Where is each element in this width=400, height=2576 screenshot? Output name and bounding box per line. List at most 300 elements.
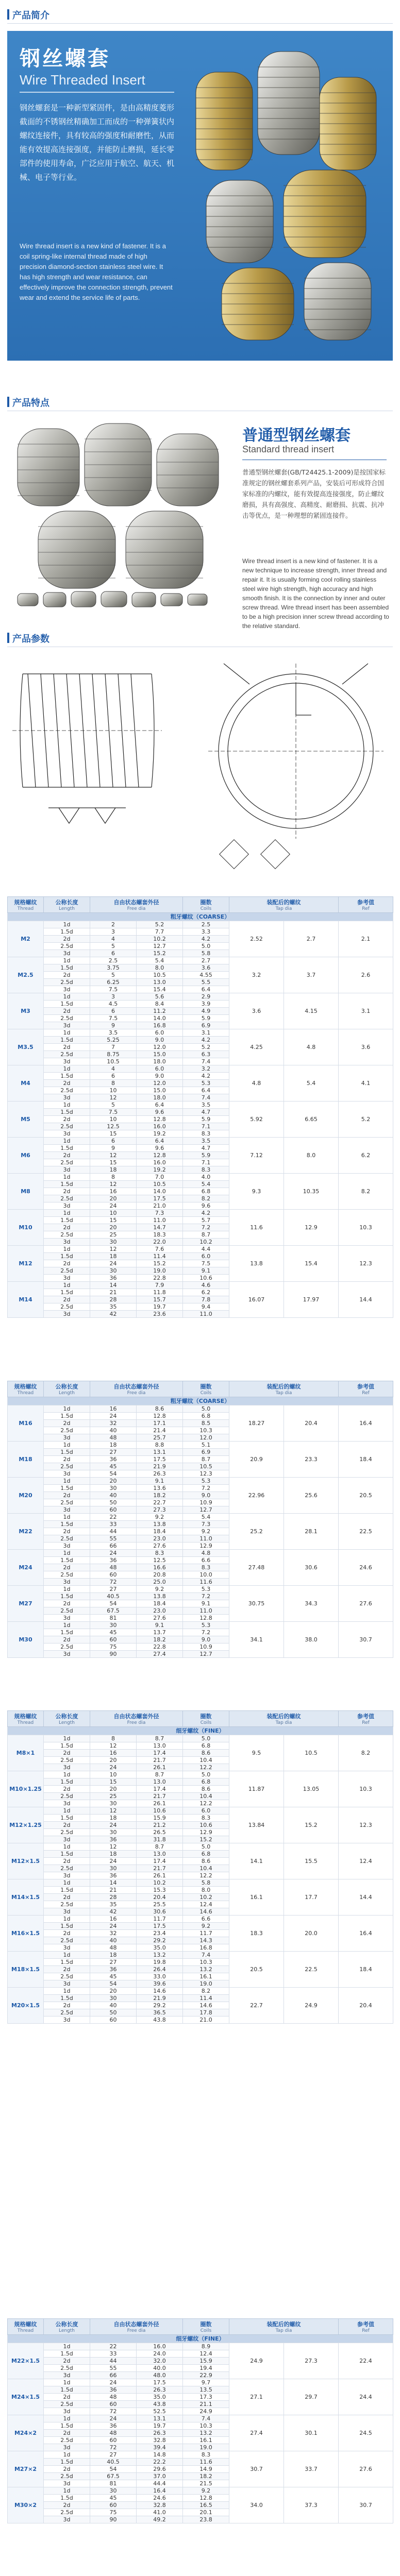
table-cell: 9.2 xyxy=(183,2487,229,2495)
table-cell-dim: 24.5 xyxy=(339,2415,393,2451)
table-cell: 10.5 xyxy=(137,1181,183,1188)
table-cell: 30 xyxy=(90,1485,137,1492)
table-cell: 6.0 xyxy=(137,1065,183,1073)
table-cell: 2d xyxy=(44,1260,90,1267)
table-cell: 18.2 xyxy=(183,2473,229,2480)
table-row xyxy=(8,1514,393,1521)
table-cell: 18 xyxy=(90,1851,137,1858)
table-cell: 21.0 xyxy=(137,1202,183,1210)
table-cell: 2.5d xyxy=(44,1571,90,1579)
table-cell: 14.0 xyxy=(137,1015,183,1022)
table-cell: 48 xyxy=(90,1944,137,1952)
table-cell-dim: 2.6 xyxy=(339,957,393,993)
table-row xyxy=(8,1879,393,1887)
table-cell: 1d xyxy=(44,1735,90,1742)
table-cell: 24 xyxy=(90,2415,137,2422)
table-row xyxy=(8,2415,393,2422)
table-cell-dim: 12.9 xyxy=(284,1210,339,1246)
side-view xyxy=(12,674,162,823)
table-cell: 28 xyxy=(90,1894,137,1901)
table-cell: 32.8 xyxy=(137,2437,183,2444)
table-cell: 7.6 xyxy=(137,1246,183,1253)
table-cell: 2.5d xyxy=(44,2401,90,2408)
table-cell: 9.1 xyxy=(183,1267,229,1275)
table-cell: 1.5d xyxy=(44,1851,90,1858)
table-cell-dim: 8.0 xyxy=(284,1138,339,1174)
table-cell: 1d xyxy=(44,1282,90,1289)
table-row xyxy=(8,1952,393,1959)
table-cell-dim: 20.5 xyxy=(229,1952,284,1988)
table-cell: 1.5d xyxy=(44,1959,90,1966)
table-cell-dim: 34.3 xyxy=(284,1586,339,1622)
table-row xyxy=(8,993,393,1001)
table-cell-dim: 10.3 xyxy=(339,1210,393,1246)
table-cell: 6.4 xyxy=(137,1101,183,1109)
table-cell: 2.7 xyxy=(183,957,229,964)
table-cell: 21.9 xyxy=(137,1463,183,1470)
table-cell: 3.2 xyxy=(183,1065,229,1073)
table-cell: 6.4 xyxy=(137,1138,183,1145)
table-cell: 6.9 xyxy=(183,1022,229,1029)
table-cell: 40 xyxy=(90,1427,137,1434)
table-cell: 15 xyxy=(90,1778,137,1786)
table-cell-dim: 30.7 xyxy=(339,1622,393,1658)
table-cell: 8.8 xyxy=(137,1442,183,1449)
table-cell: 7.5 xyxy=(90,986,137,993)
table-cell: 2.5d xyxy=(44,1123,90,1130)
table-cell-dim: 2.52 xyxy=(229,921,284,957)
table-cell: 2d xyxy=(44,1564,90,1571)
table-band-row xyxy=(8,913,393,921)
table-cell: 2d xyxy=(44,1636,90,1643)
table-cell: 1.5d xyxy=(44,1145,90,1152)
table-cell: 54 xyxy=(90,1470,137,1478)
section-features-header xyxy=(0,393,400,411)
table-cell: 17.5 xyxy=(137,1923,183,1930)
table-cell-dim: 20.9 xyxy=(229,1442,284,1478)
table-cell: 12.5 xyxy=(137,1557,183,1564)
table-cell: 3.75 xyxy=(90,964,137,972)
table-cell: 20 xyxy=(90,1478,137,1485)
table-cell: 24 xyxy=(90,1413,137,1420)
table-cell: 26.3 xyxy=(137,2430,183,2437)
table-cell: 1d xyxy=(44,2379,90,2386)
table-cell: 3d xyxy=(44,1908,90,1916)
table-cell: 33 xyxy=(90,1521,137,1528)
table-row xyxy=(8,1478,393,1485)
table-cell: 72 xyxy=(90,1579,137,1586)
table-cell: 1d xyxy=(44,1771,90,1778)
table-cell: 3.5 xyxy=(183,1101,229,1109)
table-cell: 24 xyxy=(90,1550,137,1557)
table-cell: 2.9 xyxy=(183,993,229,1001)
table-cell: 12.8 xyxy=(183,1615,229,1622)
table-cell-dim: 16.4 xyxy=(339,1916,393,1952)
table-cell: 18 xyxy=(90,1253,137,1260)
table-cell: 24 xyxy=(90,2379,137,2386)
table-cell: 35 xyxy=(90,1901,137,1908)
table-cell: 49.2 xyxy=(137,2516,183,2523)
table-cell: 1.5d xyxy=(44,1109,90,1116)
table-cell: 10.5 xyxy=(137,972,183,979)
table-cell: 2.5d xyxy=(44,1865,90,1872)
table-cell: 8.75 xyxy=(90,1051,137,1058)
table-cell: 12.8 xyxy=(137,1116,183,1123)
table-cell: 25 xyxy=(90,1231,137,1239)
table-band-row xyxy=(8,1397,393,1405)
table-cell: 19.0 xyxy=(137,1267,183,1275)
table-cell: 4.6 xyxy=(183,1282,229,1289)
table-cell-dim: 14.1 xyxy=(229,1843,284,1879)
table-cell-dim: 20.0 xyxy=(284,1916,339,1952)
table-cell: 3d xyxy=(44,1800,90,1807)
table-cell: 30 xyxy=(90,1995,137,2002)
table-cell-dim: 22.5 xyxy=(284,1952,339,1988)
table-cell: 5.3 xyxy=(183,1080,229,1087)
table-cell: 7.7 xyxy=(137,928,183,936)
table-cell-dim: 3.6 xyxy=(339,1029,393,1065)
table-cell: 8.7 xyxy=(137,1843,183,1851)
table-cell: 8.3 xyxy=(183,1564,229,1571)
table-cell: 9.1 xyxy=(137,1478,183,1485)
table-cell: 6 xyxy=(90,1073,137,1080)
table-cell: 8.3 xyxy=(183,1815,229,1822)
table-cell: 5.1 xyxy=(183,1442,229,1449)
table-cell: 19.4 xyxy=(183,2365,229,2372)
table-cell: 2.5d xyxy=(44,1499,90,1506)
table-band-label: 粗牙螺纹（COARSE） xyxy=(8,1397,393,1405)
table-cell-dim: 16.07 xyxy=(229,1282,284,1318)
table-cell: 1.5d xyxy=(44,1181,90,1188)
table-row xyxy=(8,2487,393,2495)
table-cell: 27 xyxy=(90,1959,137,1966)
table-cell: 42 xyxy=(90,1311,137,1318)
table-cell: 10.5 xyxy=(183,1463,229,1470)
table-cell: 2.5d xyxy=(44,2473,90,2480)
table-cell: 2.5d xyxy=(44,1087,90,1094)
table-cell: 8 xyxy=(90,1174,137,1181)
table-cell: 16.4 xyxy=(137,2487,183,2495)
table-cell: 7.2 xyxy=(183,1485,229,1492)
table-cell: 4.2 xyxy=(183,936,229,943)
table-cell: 17.8 xyxy=(183,2009,229,2016)
table-cell: 2.5d xyxy=(44,1195,90,1202)
table-cell: 2d xyxy=(44,2358,90,2365)
table-cell: 18.2 xyxy=(137,1492,183,1499)
table-cell: 1.5d xyxy=(44,1289,90,1296)
table-cell: 16.1 xyxy=(183,1973,229,1980)
table-cell: 26.1 xyxy=(137,1764,183,1771)
table-cell-dim: 17.97 xyxy=(284,1282,339,1318)
table-cell: 2d xyxy=(44,972,90,979)
table-cell-dim: 12.3 xyxy=(339,1246,393,1282)
table-cell: 5.3 xyxy=(183,1622,229,1629)
table-cell: 6.0 xyxy=(137,1029,183,1037)
table-cell: 12.8 xyxy=(137,1413,183,1420)
table-cell: 9 xyxy=(90,1145,137,1152)
table-cell: 22 xyxy=(90,1514,137,1521)
table-cell: 11.8 xyxy=(137,1289,183,1296)
table-cell: 1d xyxy=(44,1138,90,1145)
table-cell: 6.25 xyxy=(90,979,137,986)
table-cell: 6.2 xyxy=(183,1289,229,1296)
table-cell: 3d xyxy=(44,1651,90,1658)
table-cell: 6 xyxy=(90,950,137,957)
table-cell: 3d xyxy=(44,1058,90,1065)
table-cell: 1d xyxy=(44,1622,90,1629)
table-cell-dim: 3.6 xyxy=(229,993,284,1029)
table-cell: 13.8 xyxy=(137,1593,183,1600)
table-row xyxy=(8,1916,393,1923)
table-cell: 15.4 xyxy=(137,986,183,993)
table-cell: 60 xyxy=(90,2401,137,2408)
table-cell: 4.2 xyxy=(183,1037,229,1044)
features-text-en: Wire thread insert is a new kind of fastener. It is a new technique to increase strength, inner thread and repair it. It is usually forming cool rolling stainless steel wire high strength, high accuracy and high smooth finish. It is the connection by inner and outer screw thread. Wire thread insert has been assembled to be a high precision inner screw thread according to the relative standard. xyxy=(242,557,389,630)
table-cell: 2d xyxy=(44,1750,90,1757)
table-cell: 10.9 xyxy=(183,1499,229,1506)
table-cell: 60 xyxy=(90,2437,137,2444)
table-row xyxy=(8,1210,393,1217)
table-cell-dim: 24.9 xyxy=(284,1988,339,2024)
table-cell-dim: 18.4 xyxy=(339,1442,393,1478)
table-cell: 1d xyxy=(44,1442,90,1449)
table-cell: 15 xyxy=(90,1130,137,1138)
table-cell: 55 xyxy=(90,1535,137,1543)
table-cell: 25.7 xyxy=(137,1434,183,1442)
table-row xyxy=(8,2379,393,2386)
table-cell: 15.2 xyxy=(137,1260,183,1267)
table-cell: 2.5d xyxy=(44,1643,90,1651)
table-cell: 24 xyxy=(90,1822,137,1829)
table-cell: 39.4 xyxy=(137,2444,183,2451)
table-cell-spec: M4 xyxy=(8,1065,44,1101)
table-cell: 11.0 xyxy=(183,1535,229,1543)
table-cell: 3d xyxy=(44,1543,90,1550)
table-cell: 81 xyxy=(90,2480,137,2487)
table-cell-spec: M27 xyxy=(8,1586,44,1622)
table-cell: 2d xyxy=(44,2394,90,2401)
table-row xyxy=(8,1586,393,1593)
table-cell: 2d xyxy=(44,1528,90,1535)
table-cell: 5.0 xyxy=(183,1735,229,1742)
table-cell: 30 xyxy=(90,1267,137,1275)
table-cell: 18 xyxy=(90,1166,137,1174)
table-cell: 21.1 xyxy=(183,2401,229,2408)
table-cell: 45 xyxy=(90,1973,137,1980)
table-cell: 6.6 xyxy=(183,1916,229,1923)
table-cell: 2d xyxy=(44,1858,90,1865)
table-cell: 23.0 xyxy=(137,1607,183,1615)
table-cell: 13.2 xyxy=(183,2430,229,2437)
table-cell: 26.5 xyxy=(137,1829,183,1836)
table-cell: 2d xyxy=(44,1492,90,1499)
table-cell: 30 xyxy=(90,2487,137,2495)
table-cell: 12 xyxy=(90,1742,137,1750)
table-cell: 9.6 xyxy=(137,1145,183,1152)
table-cell: 1d xyxy=(44,957,90,964)
table-band-label: 粗牙螺纹（COARSE） xyxy=(8,913,393,921)
spec-table-3: 规格螺纹 Thread 公称长度 Length 自由状态螺套外径 Free dia 圈数 Coils 装配后的螺纹 Tap dia 参考值 Ref 细牙螺纹（FINE） M8×1 1d 8 8.7 5.0 9.5 10.5 8.2 1.5d 12 13.0 6.8 2d 16 17.4 8.6 2.5d 20 21.7 10.4 3d 24 26.1 12.2 M10×1.25 1d 10 8.7 5.0 11.87 13.05 10.3 1.5d 15 13.0 6.8 2d 20 17.4 8.6 2.5d 25 21.7 10.4 3d 30 26.1 12.2 M12×1.25 1d 12 10.6 6.0 13.84 15.2 12.3 1.5d 18 15.9 8.3 2d 24 21.2 10.6 2.5d 30 26.5 12.9 3d 36 31.8 15.2 M12×1.5 1d 12 8.7 5.0 14.1 15.5 12.4 1.5d 18 13.0 6.8 2d 24 17.4 8.6 2.5d 30 21.7 10.4 3d 36 26.1 12.2 M14×1.5 1d 14 10.2 5.8 16.1 17.7 14.4 1.5d 21 15.3 8.0 2d 28 20.4 10.2 2.5d 35 25.5 12.4 3d 42 30.6 14.6 M16×1.5 1d 16 11.7 6.6 18.3 20.0 16.4 1.5d 24 17.5 9.2 2d 32 23.4 11.7 2.5d 40 29.2 14.3 3d 48 35.0 16.8 M18×1.5 1d 18 13.2 7.4 20.5 22.5 18.4 1.5d 27 19.8 10.3 2d 36 26.4 13.2 2.5d 45 33.0 16.1 3d 54 39.6 19.0 M20×1.5 1d 20 14.6 8.2 22.7 24.9 20.4 1.5d 30 21.9 11.4 2d 40 29.2 14.6 2.5d 50 36.5 17.8 3d 60 43.8 21.0 xyxy=(7,1710,393,2024)
table-cell: 11.0 xyxy=(183,1311,229,1318)
table-cell: 20 xyxy=(90,1757,137,1764)
table-cell-spec: M12×1.25 xyxy=(8,1807,44,1843)
table-row xyxy=(8,1101,393,1109)
table-cell-spec: M12×1.5 xyxy=(8,1843,44,1879)
table-cell: 1.5d xyxy=(44,2422,90,2430)
table-cell: 26.3 xyxy=(137,1470,183,1478)
table-cell: 2d xyxy=(44,1930,90,1937)
table-cell: 21.0 xyxy=(183,2016,229,2024)
table-row xyxy=(8,1442,393,1449)
table-cell: 14 xyxy=(90,1282,137,1289)
table-cell: 8.6 xyxy=(137,1405,183,1413)
table-cell: 9.0 xyxy=(183,1636,229,1643)
table-cell: 6.6 xyxy=(183,1557,229,1564)
table-cell: 10 xyxy=(90,1116,137,1123)
table-cell: 4.5 xyxy=(90,1001,137,1008)
table-cell: 54 xyxy=(90,1980,137,1988)
table-cell: 7.2 xyxy=(183,1224,229,1231)
table-cell-spec: M18×1.5 xyxy=(8,1952,44,1988)
table-cell: 16.5 xyxy=(183,2502,229,2509)
table-cell-spec: M12 xyxy=(8,1246,44,1282)
th-coils: 圈数 Coils xyxy=(183,897,229,913)
intro-title-en: Wire Threaded Insert xyxy=(20,72,145,88)
table-cell-dim: 7.12 xyxy=(229,1138,284,1174)
table-cell-dim: 9.5 xyxy=(229,1735,284,1771)
table-cell: 5 xyxy=(90,943,137,950)
table-cell: 15 xyxy=(90,1217,137,1224)
table-cell: 15.2 xyxy=(183,1836,229,1843)
table-cell: 33 xyxy=(90,2350,137,2358)
table-cell: 2.5d xyxy=(44,1427,90,1434)
table-cell: 15 xyxy=(90,1159,137,1166)
table-cell: 3.9 xyxy=(183,1001,229,1008)
table-cell: 4.7 xyxy=(183,1109,229,1116)
table-cell: 5.6 xyxy=(137,993,183,1001)
table-cell: 16 xyxy=(90,1750,137,1757)
table-cell: 17.5 xyxy=(137,2379,183,2386)
table-cell-dim: 22.4 xyxy=(339,2343,393,2379)
section-intro-title: 产品简介 xyxy=(12,10,49,21)
table-cell: 36 xyxy=(90,2422,137,2430)
table-cell: 40 xyxy=(90,2002,137,2009)
table-cell: 10.0 xyxy=(183,1571,229,1579)
table-row xyxy=(8,2343,393,2350)
table-cell: 22 xyxy=(90,2343,137,2350)
table-row xyxy=(8,1065,393,1073)
table-cell: 6.8 xyxy=(183,1188,229,1195)
table-cell: 66 xyxy=(90,1543,137,1550)
table-cell: 20.8 xyxy=(137,1571,183,1579)
table-cell: 10.5 xyxy=(90,1058,137,1065)
table-cell: 21 xyxy=(90,1289,137,1296)
table-cell: 12.2 xyxy=(183,1764,229,1771)
table-cell-spec: M8 xyxy=(8,1174,44,1210)
features-title-cn: 普通型钢丝螺套 xyxy=(242,427,351,445)
table-cell: 3d xyxy=(44,1239,90,1246)
table-cell: 66 xyxy=(90,2372,137,2379)
table-cell: 29.2 xyxy=(137,2002,183,2009)
table-cell: 1d xyxy=(44,1952,90,1959)
table-cell: 20.4 xyxy=(137,1894,183,1901)
table-cell: 2.5d xyxy=(44,1973,90,1980)
table-cell: 45 xyxy=(90,2495,137,2502)
table-cell: 43.8 xyxy=(137,2016,183,2024)
table-cell: 1.5d xyxy=(44,1485,90,1492)
section-bar xyxy=(7,9,9,20)
table-cell-spec: M22 xyxy=(8,1514,44,1550)
table-cell: 8.0 xyxy=(183,1887,229,1894)
table-cell: 8.7 xyxy=(137,1735,183,1742)
table-cell: 4.9 xyxy=(183,1008,229,1015)
table-cell: 2.5d xyxy=(44,943,90,950)
table-cell: 23.0 xyxy=(137,1535,183,1543)
table-cell: 24.0 xyxy=(137,2350,183,2358)
table-cell-dim: 2.1 xyxy=(339,921,393,957)
table-cell: 32.8 xyxy=(137,2502,183,2509)
table-cell: 11.6 xyxy=(183,1579,229,1586)
table-cell: 2.5d xyxy=(44,1757,90,1764)
table-cell: 12.8 xyxy=(137,1152,183,1159)
table-cell: 54 xyxy=(90,1600,137,1607)
table-cell: 19.0 xyxy=(183,1980,229,1988)
table-cell: 60 xyxy=(90,1636,137,1643)
table-cell: 1.5d xyxy=(44,1557,90,1564)
table-cell: 2.5d xyxy=(44,1793,90,1800)
table-cell: 24.6 xyxy=(137,2495,183,2502)
table-cell: 5.5 xyxy=(183,979,229,986)
table-cell: 3d xyxy=(44,2480,90,2487)
table-cell: 16.1 xyxy=(183,2437,229,2444)
table-row xyxy=(8,1843,393,1851)
table-cell: 5.0 xyxy=(183,943,229,950)
table-cell: 1d xyxy=(44,1065,90,1073)
table-cell-spec: M30×2 xyxy=(8,2487,44,2523)
table-cell: 21 xyxy=(90,1887,137,1894)
table-cell-dim: 4.8 xyxy=(284,1029,339,1065)
table-cell-dim: 25.6 xyxy=(284,1478,339,1514)
table-cell: 10 xyxy=(90,1771,137,1778)
table-cell-dim: 5.92 xyxy=(229,1101,284,1138)
table-cell: 3d xyxy=(44,1022,90,1029)
table-cell: 3d xyxy=(44,1166,90,1174)
table-cell-dim: 30.75 xyxy=(229,1586,284,1622)
table-cell: 3d xyxy=(44,1434,90,1442)
table-cell-spec: M30 xyxy=(8,1622,44,1658)
table-cell: 44 xyxy=(90,2358,137,2365)
table-cell-spec: M3 xyxy=(8,993,44,1029)
table-cell: 75 xyxy=(90,2509,137,2516)
table-cell: 6.8 xyxy=(183,1742,229,1750)
table-cell: 36 xyxy=(90,1966,137,1973)
table-cell-dim: 22.5 xyxy=(339,1514,393,1550)
table-cell: 32 xyxy=(90,1930,137,1937)
spec-table-4: 规格螺纹 Thread 公称长度 Length 自由状态螺套外径 Free dia 圈数 Coils 装配后的螺纹 Tap dia 参考值 Ref 细牙螺纹（FINE） M22×1.5 1d 22 16.0 8.9 24.9 27.3 22.4 1.5d 33 24.0 12.4 2d 44 32.0 15.9 2.5d 55 40.0 19.4 3d 66 48.0 22.9 M24×1.5 1d 24 17.5 9.7 27.1 29.7 24.4 1.5d 36 26.3 13.5 2d 48 35.0 17.3 2.5d 60 43.8 21.1 3d 72 52.5 24.9 M24×2 1d 24 13.1 7.4 27.4 30.1 24.5 1.5d 36 19.7 10.3 2d 48 26.3 13.2 2.5d 60 32.8 16.1 3d 72 39.4 19.0 M27×2 1d 27 14.8 8.3 30.7 33.7 27.6 1.5d 40.5 22.2 11.6 2d 54 29.6 14.9 2.5d 67.5 37.0 18.2 3d 81 44.4 21.5 M30×2 1d 30 16.4 9.2 34.0 37.3 30.7 1.5d 45 24.6 12.8 2d 60 32.8 16.5 2.5d 75 41.0 20.1 3d 90 49.2 23.8 xyxy=(7,2318,393,2523)
table-cell: 1d xyxy=(44,1246,90,1253)
table-row xyxy=(8,1807,393,1815)
table-cell: 2.5d xyxy=(44,2365,90,2372)
table-cell: 1d xyxy=(44,1029,90,1037)
table-cell-dim: 8.2 xyxy=(339,1735,393,1771)
table-cell: 13.7 xyxy=(137,1629,183,1636)
table-cell: 2.5d xyxy=(44,1015,90,1022)
coil-product-photo xyxy=(186,41,387,350)
table-cell-dim: 5.2 xyxy=(339,1101,393,1138)
table-cell: 67.5 xyxy=(90,1607,137,1615)
table-cell: 14 xyxy=(90,1879,137,1887)
table-cell: 15.0 xyxy=(137,1051,183,1058)
